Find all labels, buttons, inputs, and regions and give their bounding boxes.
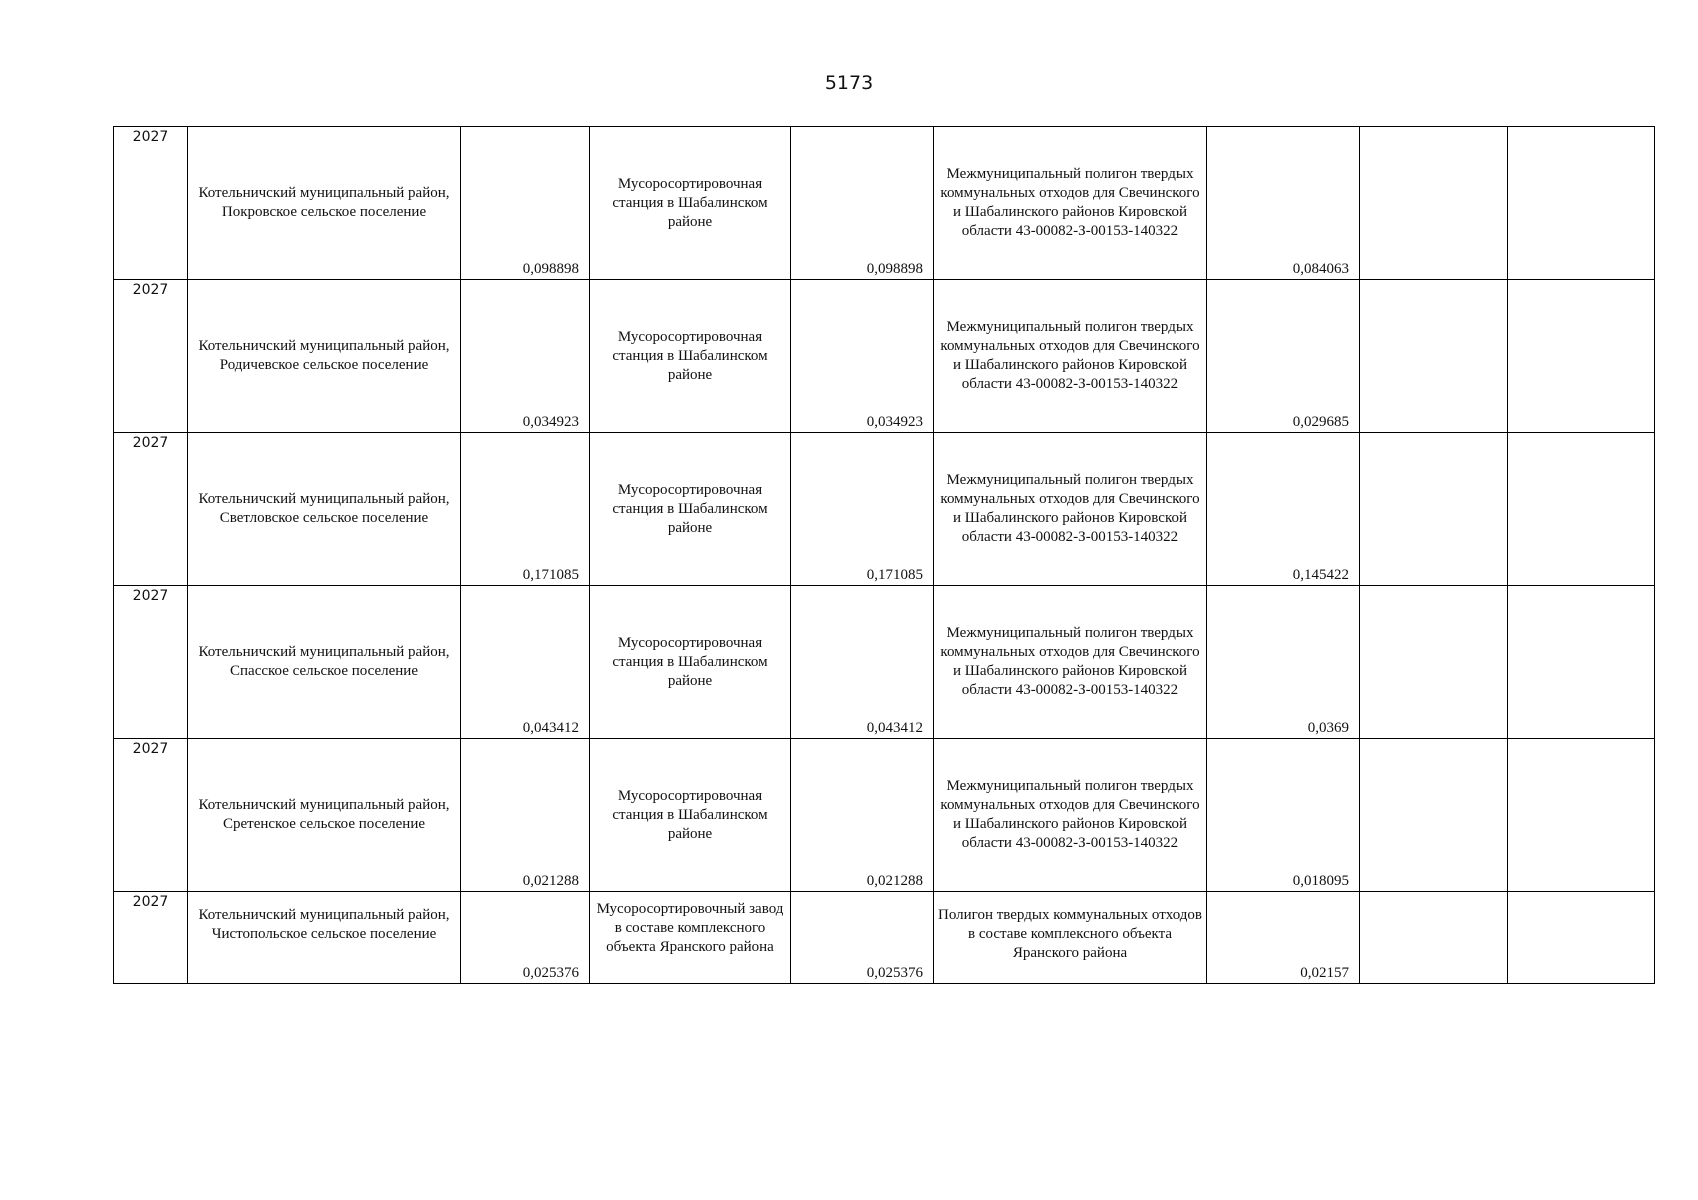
landfill-cell: Межмуниципальный полигон твердых коммунальных отходов для Свечинского и Шабалинского районов Кировской области 43-00082-З-00153-140322 bbox=[934, 739, 1207, 892]
volume-cell: 0,084063 bbox=[1207, 127, 1360, 280]
landfill-cell: Полигон твердых коммунальных отходов в составе комплексного объекта Яранского района bbox=[934, 892, 1207, 984]
landfill-cell: Межмуниципальный полигон твердых коммунальных отходов для Свечинского и Шабалинского районов Кировской области 43-00082-З-00153-140322 bbox=[934, 586, 1207, 739]
empty-cell bbox=[1360, 586, 1508, 739]
table-row bbox=[114, 892, 1655, 984]
facility-cell: Мусоросортировочный завод в составе комплексного объекта Яранского района bbox=[590, 892, 791, 984]
empty-cell bbox=[1360, 280, 1508, 433]
volume-cell: 0,021288 bbox=[461, 739, 590, 892]
empty-cell bbox=[1360, 892, 1508, 984]
volume-cell: 0,171085 bbox=[791, 433, 934, 586]
empty-cell bbox=[1360, 127, 1508, 280]
year-cell: 2027 bbox=[114, 280, 188, 433]
territory-cell: Котельничский муниципальный район, Чистопольское сельское поселение bbox=[188, 892, 461, 984]
volume-cell: 0,034923 bbox=[791, 280, 934, 433]
volume-cell: 0,025376 bbox=[791, 892, 934, 984]
year-cell: 2027 bbox=[114, 586, 188, 739]
empty-cell bbox=[1508, 892, 1655, 984]
volume-cell: 0,043412 bbox=[791, 586, 934, 739]
volume-cell: 0,025376 bbox=[461, 892, 590, 984]
facility-cell: Мусоросортировочная станция в Шабалинском районе bbox=[590, 127, 791, 280]
volume-cell: 0,145422 bbox=[1207, 433, 1360, 586]
volume-cell: 0,098898 bbox=[791, 127, 934, 280]
volume-cell: 0,171085 bbox=[461, 433, 590, 586]
territory-cell: Котельничский муниципальный район, Покровское сельское поселение bbox=[188, 127, 461, 280]
year-cell: 2027 bbox=[114, 433, 188, 586]
territory-cell: Котельничский муниципальный район, Сретенское сельское поселение bbox=[188, 739, 461, 892]
page-number: 5173 bbox=[824, 72, 874, 94]
facility-cell: Мусоросортировочная станция в Шабалинском районе bbox=[590, 739, 791, 892]
empty-cell bbox=[1508, 739, 1655, 892]
volume-cell: 0,043412 bbox=[461, 586, 590, 739]
facility-cell: Мусоросортировочная станция в Шабалинском районе bbox=[590, 280, 791, 433]
table-row bbox=[114, 280, 1655, 433]
empty-cell bbox=[1360, 433, 1508, 586]
volume-cell: 0,0369 bbox=[1207, 586, 1360, 739]
volume-cell: 0,098898 bbox=[461, 127, 590, 280]
volume-cell: 0,021288 bbox=[791, 739, 934, 892]
volume-cell: 0,02157 bbox=[1207, 892, 1360, 984]
empty-cell bbox=[1360, 739, 1508, 892]
empty-cell bbox=[1508, 433, 1655, 586]
facility-cell: Мусоросортировочная станция в Шабалинском районе bbox=[590, 586, 791, 739]
landfill-cell: Межмуниципальный полигон твердых коммунальных отходов для Свечинского и Шабалинского районов Кировской области 43-00082-З-00153-140322 bbox=[934, 127, 1207, 280]
empty-cell bbox=[1508, 586, 1655, 739]
territory-cell: Котельничский муниципальный район, Светловское сельское поселение bbox=[188, 433, 461, 586]
landfill-cell: Межмуниципальный полигон твердых коммунальных отходов для Свечинского и Шабалинского районов Кировской области 43-00082-З-00153-140322 bbox=[934, 433, 1207, 586]
volume-cell: 0,018095 bbox=[1207, 739, 1360, 892]
year-cell: 2027 bbox=[114, 127, 188, 280]
table-row bbox=[114, 127, 1655, 280]
empty-cell bbox=[1508, 280, 1655, 433]
table-row bbox=[114, 433, 1655, 586]
waste-flow-table bbox=[113, 126, 1655, 984]
territory-cell: Котельничский муниципальный район, Родичевское сельское поселение bbox=[188, 280, 461, 433]
facility-cell: Мусоросортировочная станция в Шабалинском районе bbox=[590, 433, 791, 586]
table-row bbox=[114, 586, 1655, 739]
year-cell: 2027 bbox=[114, 739, 188, 892]
empty-cell bbox=[1508, 127, 1655, 280]
volume-cell: 0,029685 bbox=[1207, 280, 1360, 433]
year-cell: 2027 bbox=[114, 892, 188, 984]
table-row bbox=[114, 739, 1655, 892]
landfill-cell: Межмуниципальный полигон твердых коммунальных отходов для Свечинского и Шабалинского районов Кировской области 43-00082-З-00153-140322 bbox=[934, 280, 1207, 433]
territory-cell: Котельничский муниципальный район, Спасское сельское поселение bbox=[188, 586, 461, 739]
volume-cell: 0,034923 bbox=[461, 280, 590, 433]
